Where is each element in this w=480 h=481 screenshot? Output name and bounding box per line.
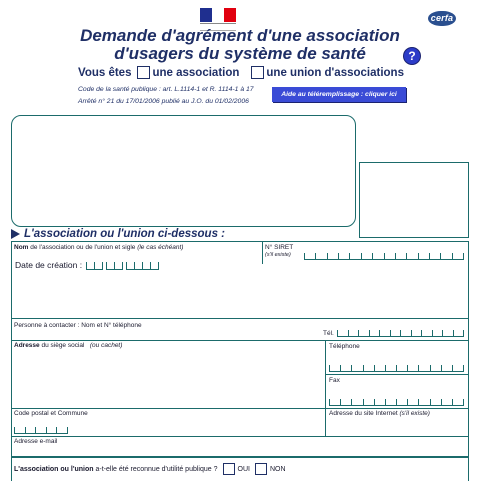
divider [325, 340, 326, 436]
nom-label: Nom de l'association ou de l'union et sigle (le cas échéant) [14, 244, 184, 251]
title-line-1: Demande d'agrément d'une association [80, 26, 400, 45]
telephone-field[interactable] [329, 365, 464, 372]
utilite-publique-question: L'association ou l'union a-t-elle été reconnue d'utilité publique ? OUI NON [14, 463, 286, 475]
email-label: Adresse e-mail [14, 438, 58, 445]
legal-reference-1: Code de la santé publique : art. L.1114-1 et R. 1114-1 à 17 [78, 86, 254, 93]
option-association-label: une association [152, 66, 240, 79]
section-title [11, 228, 225, 240]
siret-label: N° SIRET [265, 244, 294, 251]
divider [12, 408, 468, 409]
code-postal-label: Code postal et Commune [14, 410, 88, 417]
site-internet-label: Adresse du site Internet (s'il existe) [329, 410, 430, 417]
option-union-label: une union d'associations [266, 66, 404, 79]
contact-label: Personne à contacter : Nom et N° téléphone [14, 322, 142, 329]
divider [262, 242, 263, 264]
tel-label: Tél. [323, 330, 334, 337]
aide-teleremplissage-button[interactable]: Aide au téléremplissage : cliquer ici [272, 87, 406, 102]
checkbox-association[interactable] [137, 66, 150, 79]
legal-reference-2: Arrêté n° 21 du 17/01/2006 publié au J.O. du 01/02/2006 [78, 98, 249, 105]
page-title [60, 27, 420, 63]
adresse-label: Adresse du siège social (ou cachet) [14, 342, 123, 349]
code-postal-field[interactable] [14, 427, 68, 434]
date-creation-field[interactable] [86, 262, 159, 270]
applicant-prefix: Vous êtes [78, 66, 132, 79]
date-creation [15, 260, 159, 270]
siret-field[interactable] [304, 253, 464, 260]
telephone-label: Téléphone [329, 343, 360, 350]
section-title-text: L'association ou l'union ci-dessous : [24, 228, 225, 240]
checkbox-non[interactable] [255, 463, 267, 475]
help-icon[interactable]: ? [404, 48, 420, 64]
fax-field[interactable] [329, 399, 464, 406]
siret-hint: (s'il existe) [265, 252, 291, 258]
applicant-type-row [78, 66, 404, 79]
triangle-right-icon [11, 229, 20, 239]
reserved-area-box [11, 115, 356, 227]
divider [12, 340, 468, 341]
checkbox-union[interactable] [251, 66, 264, 79]
non-label: NON [269, 465, 286, 473]
association-form [11, 241, 469, 457]
divider [12, 436, 468, 437]
date-label: Date de création : [15, 260, 83, 270]
email-field[interactable] [12, 445, 468, 456]
contact-tel-field[interactable] [337, 330, 464, 337]
checkbox-oui[interactable] [223, 463, 235, 475]
divider [325, 374, 468, 375]
cerfa-logo: cerfa [428, 11, 456, 26]
oui-label: OUI [237, 465, 250, 473]
adresse-field[interactable] [12, 350, 325, 408]
fax-label: Fax [329, 377, 340, 384]
stamp-box [359, 162, 469, 238]
divider [12, 318, 468, 319]
french-flag-icon [200, 8, 236, 22]
title-line-2: d'usagers du système de santé [114, 44, 366, 63]
